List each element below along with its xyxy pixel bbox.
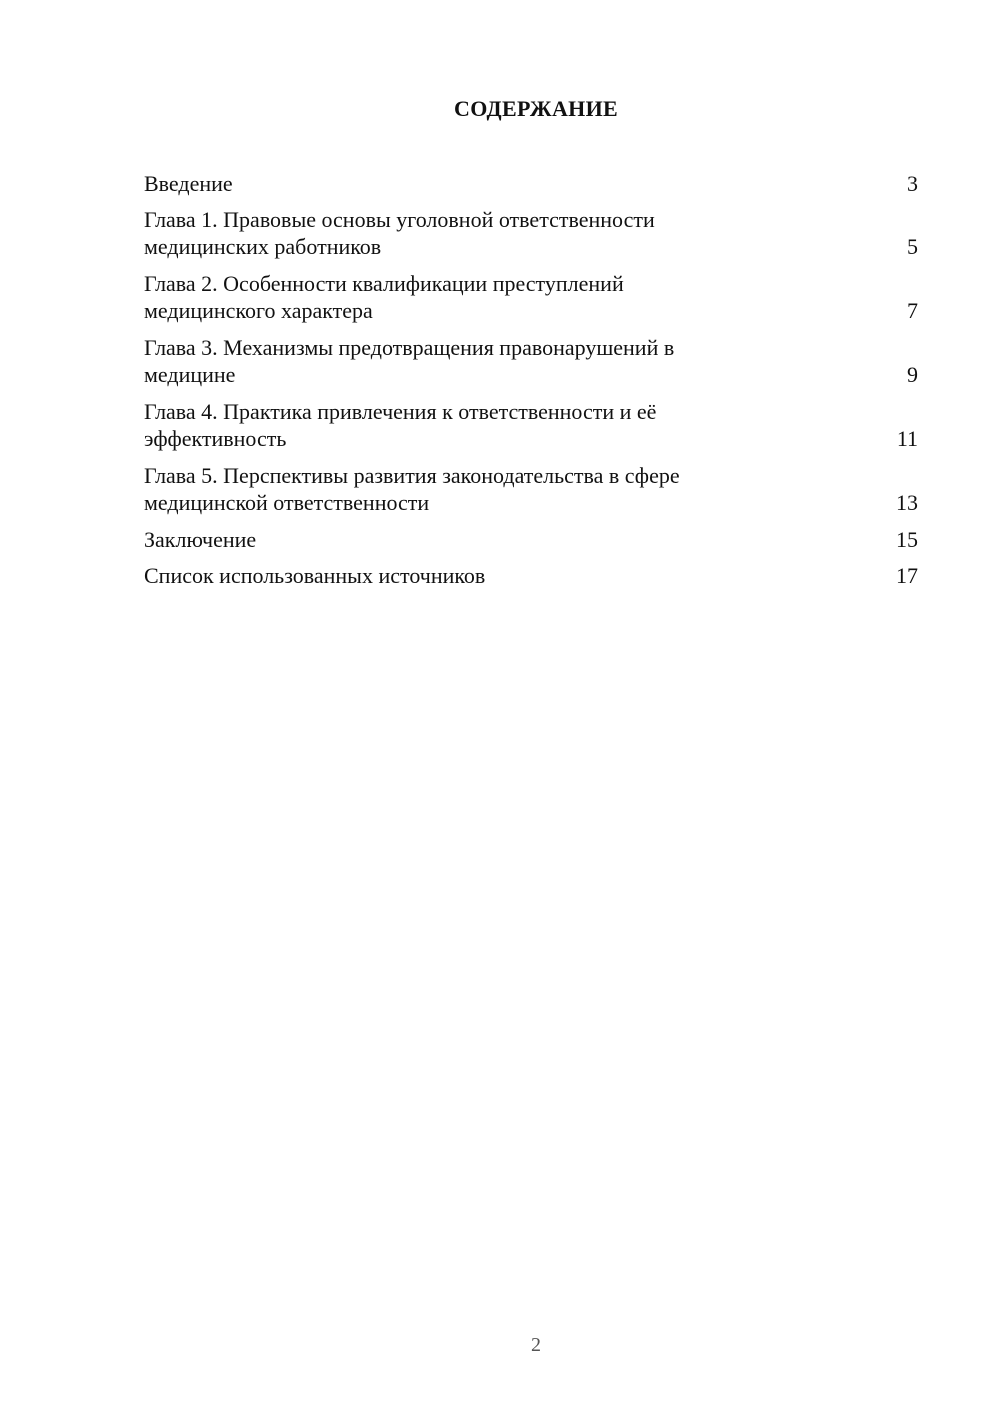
toc-entry-page: 3	[907, 171, 918, 196]
toc-entry-chapter-1	[144, 206, 918, 260]
toc-entry-page: 17	[896, 563, 918, 588]
toc-entry-text: Глава 5. Перспективы развития законодательства в сфере медицинской ответственности	[144, 463, 680, 515]
toc-entry-page: 7	[907, 298, 918, 323]
table-of-contents	[144, 170, 918, 598]
toc-entry-conclusion	[144, 526, 918, 553]
toc-entry-page: 5	[907, 234, 918, 259]
toc-entry-introduction	[144, 170, 918, 197]
toc-entry-text: Глава 3. Механизмы предотвращения правонарушений в медицине	[144, 335, 675, 387]
toc-entry-page: 11	[896, 426, 918, 451]
toc-entry-text: Список использованных источников	[144, 563, 486, 588]
toc-entry-references	[144, 562, 918, 589]
toc-entry-page: 13	[896, 490, 918, 515]
toc-title: СОДЕРЖАНИЕ	[454, 96, 618, 121]
toc-entry-text: Глава 4. Практика привлечения к ответственности и её эффективность	[144, 399, 657, 451]
toc-entry-page: 15	[896, 527, 918, 552]
toc-entry-text: Глава 2. Особенности квалификации преступлений медицинского характера	[144, 271, 624, 323]
toc-entry-text: Глава 1. Правовые основы уголовной ответственности медицинских работников	[144, 207, 655, 259]
page-number: 2	[531, 1334, 541, 1356]
toc-entry-text: Введение	[144, 171, 233, 196]
toc-entry-text: Заключение	[144, 527, 257, 552]
toc-entry-page: 9	[907, 362, 918, 387]
toc-entry-chapter-4	[144, 398, 918, 452]
toc-entry-chapter-3	[144, 334, 918, 388]
toc-entry-chapter-5	[144, 462, 918, 516]
toc-entry-chapter-2	[144, 270, 918, 324]
